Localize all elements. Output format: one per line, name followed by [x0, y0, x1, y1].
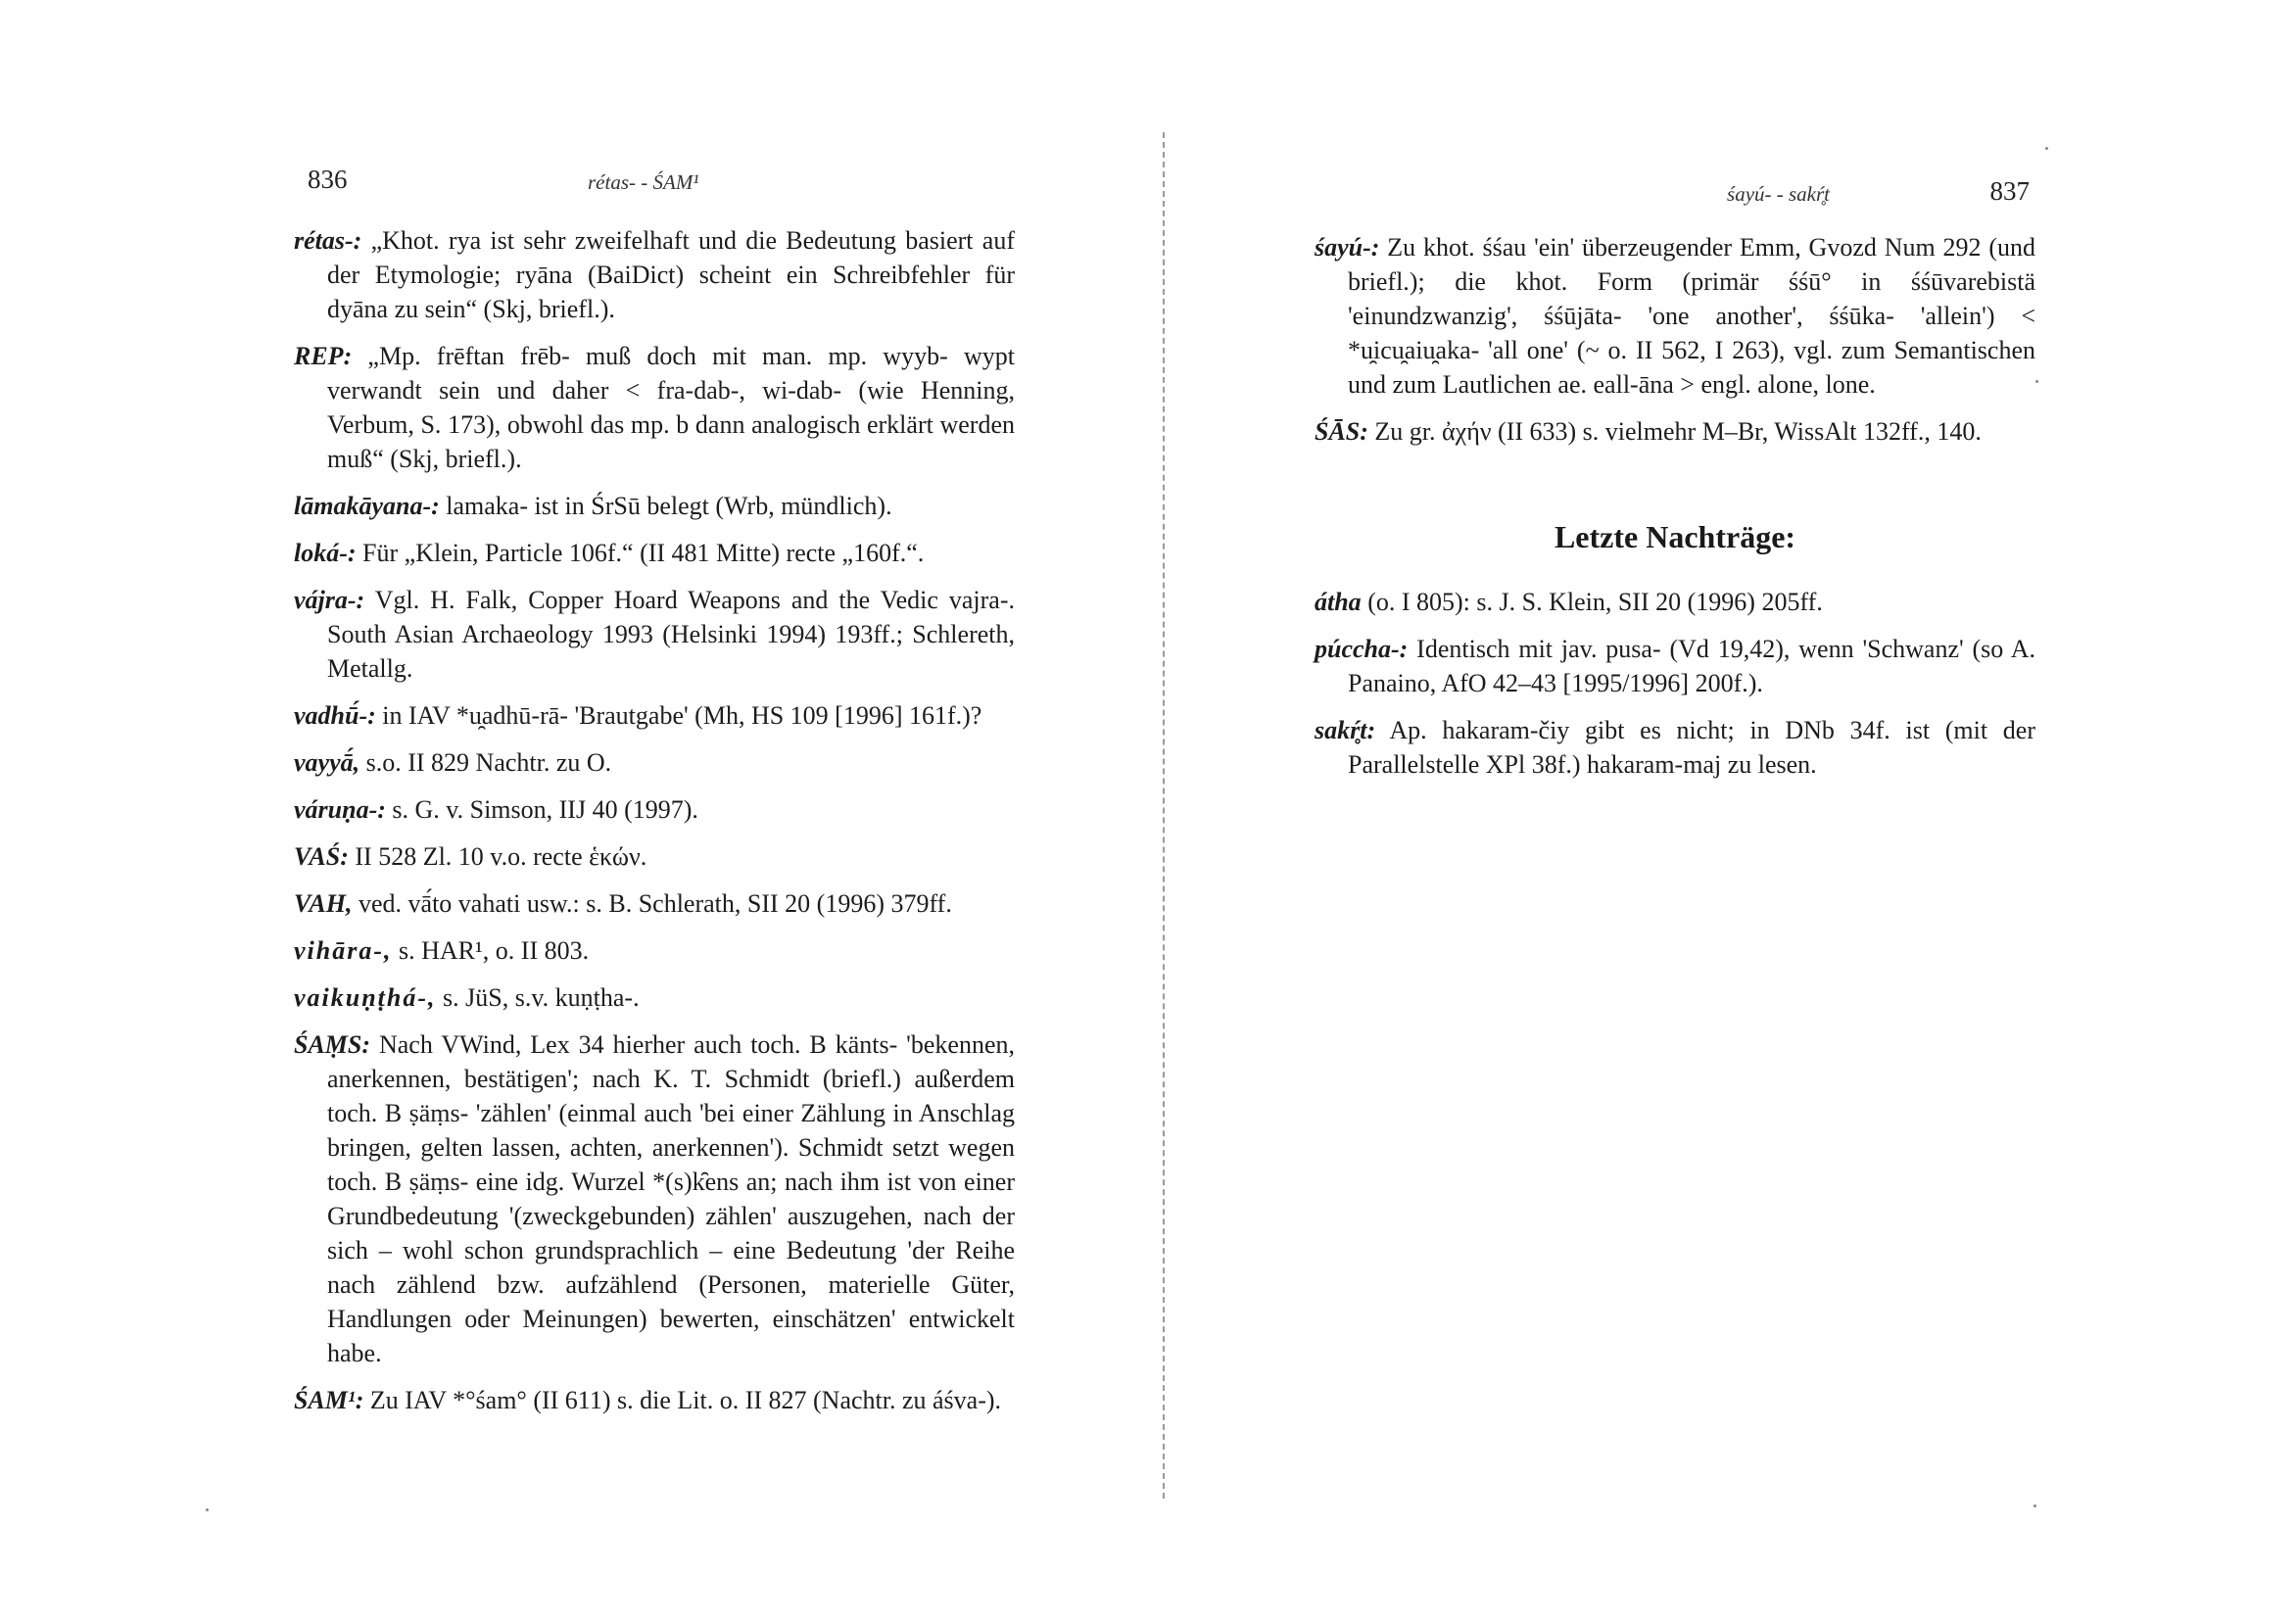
- entry-text: s.o. II 829 Nachtr. zu O.: [359, 748, 612, 777]
- entry-text: Zu IAV *°śam° (II 611) s. die Lit. o. II 827 (Nachtr. zu áśva-).: [363, 1386, 1002, 1414]
- entry-sayu: [1315, 230, 2035, 402]
- headword: ŚAṂS:: [294, 1030, 371, 1059]
- entry-text: II 528 Zl. 10 v.o. recte ἑκών.: [348, 842, 647, 871]
- right-page-header: [1315, 176, 2035, 215]
- entry-lamakayana: [294, 489, 1015, 523]
- entry-text: Vgl. H. Falk, Copper Hoard Weapons and the Vedic vajra-. South Asian Archaeology 1993 (Helsinki 1994) 193ff.; Schlereth, Metallg.: [327, 586, 1015, 683]
- scan-speck: [2035, 380, 2038, 383]
- headword: vájra-:: [294, 586, 365, 614]
- entry-text: „Mp. frēftan frēb- muß doch mit man. mp. wyyb- wypt verwandt sein und daher < fra-dab-, wi-dab- (wie Henning, Verbum, S. 173), obwohl das mp. b dann analogisch erklärt werden muß“ (Skj, briefl.).: [327, 342, 1015, 473]
- entry-sakrt: [1315, 713, 2035, 782]
- entry-vihara: [294, 933, 1015, 968]
- entry-text: Identisch mit jav. pusa- (Vd 19,42), wenn 'Schwanz' (so A. Panaino, AfO 42–43 [1995/1996] 200f.).: [1348, 635, 2035, 697]
- entry-vadhu: [294, 698, 1015, 733]
- entry-rep: [294, 339, 1015, 476]
- left-running-head: rétas- - ŚAM¹: [588, 170, 699, 194]
- headword: ŚAM¹:: [294, 1386, 364, 1414]
- headword: vayyā́,: [294, 748, 360, 777]
- entry-text: Für „Klein, Particle 106f.“ (II 481 Mitte) recte „160f.“.: [356, 539, 925, 567]
- headword: vihāra-,: [294, 936, 393, 965]
- entry-retas: [294, 223, 1015, 326]
- headword: lāmakāyana-:: [294, 492, 440, 520]
- headword: púccha-:: [1315, 635, 1409, 663]
- headword: rétas-:: [294, 226, 362, 255]
- entry-sas: [1315, 414, 2035, 449]
- scan-speck: [2045, 147, 2048, 150]
- entry-vayya: [294, 745, 1015, 780]
- headword: átha: [1315, 588, 1362, 616]
- right-entries: [1315, 230, 2035, 794]
- headword: VAH,: [294, 889, 353, 918]
- entry-text: in IAV *u̯adhū-rā- 'Brautgabe' (Mh, HS 109 [1996] 161f.)?: [375, 701, 982, 730]
- entry-sam1: [294, 1383, 1015, 1417]
- entry-text: „Khot. rya ist sehr zweifelhaft und die Bedeutung basiert auf der Etymologie; ryāna (BaiDict) scheint ein Schreibfehler für dyāna zu sein“ (Skj, briefl.).: [327, 226, 1015, 323]
- entry-atha: [1315, 585, 2035, 619]
- headword: śayú-:: [1315, 233, 1380, 262]
- left-entries: [294, 223, 1015, 1430]
- entry-text: s. HAR¹, o. II 803.: [392, 936, 590, 965]
- headword: VAŚ:: [294, 842, 349, 871]
- headword: vadhū́-:: [294, 701, 376, 730]
- entry-text: ved. vā́to vahati usw.: s. B. Schlerath, SII 20 (1996) 379ff.: [352, 889, 952, 918]
- left-page-header: [294, 165, 1015, 204]
- entry-vah: [294, 886, 1015, 921]
- right-running-head: śayú- - sakŕ̥t: [1727, 182, 1830, 206]
- entry-text: s. JüS, s.v. kuṇṭha-.: [436, 983, 640, 1012]
- entry-vajra: [294, 583, 1015, 686]
- entry-text: s. G. v. Simson, IIJ 40 (1997).: [385, 795, 698, 824]
- headword: sakŕ̥t:: [1315, 716, 1376, 744]
- addenda-section-title: Letzte Nachträge:: [1554, 519, 1796, 554]
- headword: loká-:: [294, 539, 357, 567]
- scan-speck: [2033, 1504, 2036, 1507]
- headword: vaikuṇṭhá-,: [294, 983, 437, 1012]
- entry-vas: [294, 839, 1015, 874]
- entry-text: Zu khot. śśau 'ein' überzeugender Emm, Gvozd Num 292 (und briefl.); die khot. Form (primär śśū° in śśūvarebistä 'einundzwanzig', śśūjāta- 'one another', śśūka- 'allein') < *u̯icu̯aiu̯aka- 'all one' (~ o. II 562, I 263), vgl. zum Semantischen und zum Lautlichen ae. eall-āna > engl. alone, lone.: [1348, 233, 2035, 399]
- entry-text: lamaka- ist in ŚrSū belegt (Wrb, mündlich).: [439, 492, 892, 520]
- entry-vaikuntha: [294, 980, 1015, 1015]
- entry-loka: [294, 536, 1015, 570]
- entry-text: Nach VWind, Lex 34 hierher auch toch. B känts- 'bekennen, anerkennen, bestätigen'; nach K. T. Schmidt (briefl.) außerdem toch. B ṣäṃs- 'zählen' (einmal auch 'bei einer Zählung in Anschlag bringen, gelten lassen, achten, anerkennen'). Schmidt setzt wegen toch. B ṣäṃs- eine idg. Wurzel *(s)k̑ens an; nach ihm ist von einer Grundbedeutung '(zweckgebunden) zählen' auszugehen, nach der sich – wohl schon grundsprachlich – eine Bedeutung 'der Reihe nach zählend bzw. aufzählend (Personen, materielle Güter, Handlungen oder Meinungen) bewerten, einschätzen' entwickelt habe.: [327, 1030, 1015, 1367]
- scan-speck: [206, 1508, 209, 1511]
- entry-text: (o. I 805): s. J. S. Klein, SII 20 (1996) 205ff.: [1361, 588, 1823, 616]
- headword: ŚĀS:: [1315, 417, 1368, 446]
- right-page-number: 837: [1989, 176, 2030, 206]
- left-page-number: 836: [308, 165, 348, 194]
- entry-puccha: [1315, 632, 2035, 700]
- entry-sams: [294, 1027, 1015, 1370]
- headword: váruṇa-:: [294, 795, 386, 824]
- headword: REP:: [294, 342, 353, 370]
- entry-varuna: [294, 792, 1015, 827]
- page-gutter: [1163, 132, 1165, 1499]
- entry-text: Zu gr. ἀχήν (II 633) s. vielmehr M–Br, WissAlt 132ff., 140.: [1367, 417, 1982, 446]
- entry-text: Ap. hakaram-čiy gibt es nicht; in DNb 34f. ist (mit der Parallelstelle XPl 38f.) hakaram-maj zu lesen.: [1348, 716, 2035, 779]
